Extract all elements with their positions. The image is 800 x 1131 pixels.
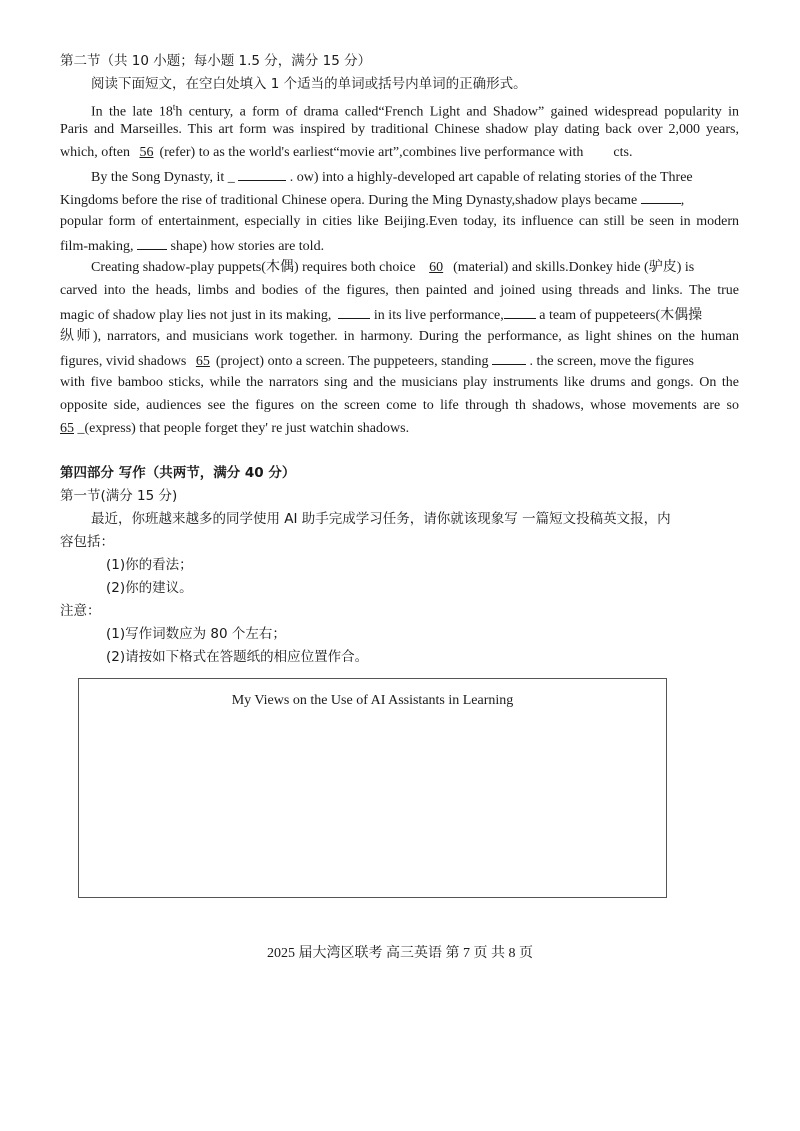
passage-line: with five bamboo sticks, while the narrators sing and the musicians play instruments like drums and gongs. On the bbox=[60, 375, 739, 390]
blank-59 bbox=[137, 235, 167, 250]
blank-57 bbox=[238, 166, 286, 181]
section-heading: 第一节(满分 15 分) bbox=[60, 488, 178, 504]
section-instruction: 阅读下面短文，在空白处填入 1 个适当的单词或括号内单词的正确形式。 bbox=[91, 76, 527, 92]
writing-prompt: 最近，你班越来越多的同学使用 AI 助手完成学习任务，请你就该现象写 一篇短文投稿英文报，内 bbox=[91, 511, 671, 527]
passage-line: By the Song Dynasty, it _ . ow) into a highly-developed art capable of relating stories of the Three bbox=[91, 166, 693, 188]
page-footer: 2025 届大湾区联考 高三英语 第 7 页 共 8 页 bbox=[267, 946, 533, 961]
passage-line: carved into the heads, limbs and bodies of the figures, then painted and joined using threads and links. The true bbox=[60, 283, 739, 298]
passage-line: film-making, shape) how stories are told. bbox=[60, 235, 324, 257]
part-heading: 第四部分 写作（共两节，满分 40 分） bbox=[60, 465, 296, 481]
passage-line: 纵师), narrators, and musicians work together. in harmony. During the performance, as light shines on the human bbox=[60, 329, 739, 344]
passage-line: Creating shadow-play puppets(木偶) requires both choice 60 (material) and skills.Donkey hide (驴皮) is bbox=[91, 260, 695, 275]
blank-56: 56 bbox=[139, 145, 154, 160]
writing-answer-box[interactable] bbox=[78, 678, 667, 898]
passage-line: Paris and Marseilles. This art form was inspired by traditional Chinese shadow play dating back over 2,000 years, bbox=[60, 122, 739, 137]
blank-62 bbox=[504, 304, 536, 319]
blank-64 bbox=[492, 350, 526, 365]
blank-61 bbox=[338, 304, 370, 319]
writing-prompt: 容包括： bbox=[60, 534, 114, 550]
blank-63: 65 bbox=[195, 354, 210, 369]
blank-60: 60 bbox=[429, 260, 444, 275]
section-heading: 第二节（共 10 小题；每小题 1.5 分，满分 15 分） bbox=[60, 53, 372, 69]
note-item: (1)写作词数应为 80 个左右； bbox=[106, 626, 286, 642]
passage-line: popular form of entertainment, especially in cities like Beijing.Even today, its influence can still be seen in modern bbox=[60, 214, 739, 229]
passage-line: In the late 18$^t$h century, a form of drama called“French Light and Shadow” gained widespread popularity in bbox=[91, 102, 739, 120]
blank-65: 65 bbox=[60, 421, 74, 436]
content-item: (2)你的建议。 bbox=[106, 580, 193, 596]
blank-58 bbox=[641, 189, 681, 204]
passage-line: 65 _(express) that people forget they' re just watchin shadows. bbox=[60, 421, 410, 436]
passage-line: which, often 56 (refer) to as the world's earliest“movie art”,combines live performance with cts. bbox=[60, 145, 633, 160]
passage-line: opposite side, audiences see the figures on the screen come to life through th shadows, whose movements are so bbox=[60, 398, 739, 413]
passage-line: magic of shadow play lies not just in its making, in its live performance, a team of puppeteers(木偶操 bbox=[60, 304, 702, 326]
passage-line: Kingdoms before the rise of traditional Chinese opera. During the Ming Dynasty,shadow plays became , bbox=[60, 189, 739, 211]
note-item: (2)请按如下格式在答题纸的相应位置作合。 bbox=[106, 649, 369, 665]
passage-line: figures, vivid shadows 65 (project) onto a screen. The puppeteers, standing . the screen, move the figures bbox=[60, 350, 694, 372]
essay-title: My Views on the Use of AI Assistants in Learning bbox=[231, 693, 514, 708]
content-item: (1)你的看法； bbox=[106, 557, 193, 573]
note-label: 注意： bbox=[60, 603, 101, 619]
